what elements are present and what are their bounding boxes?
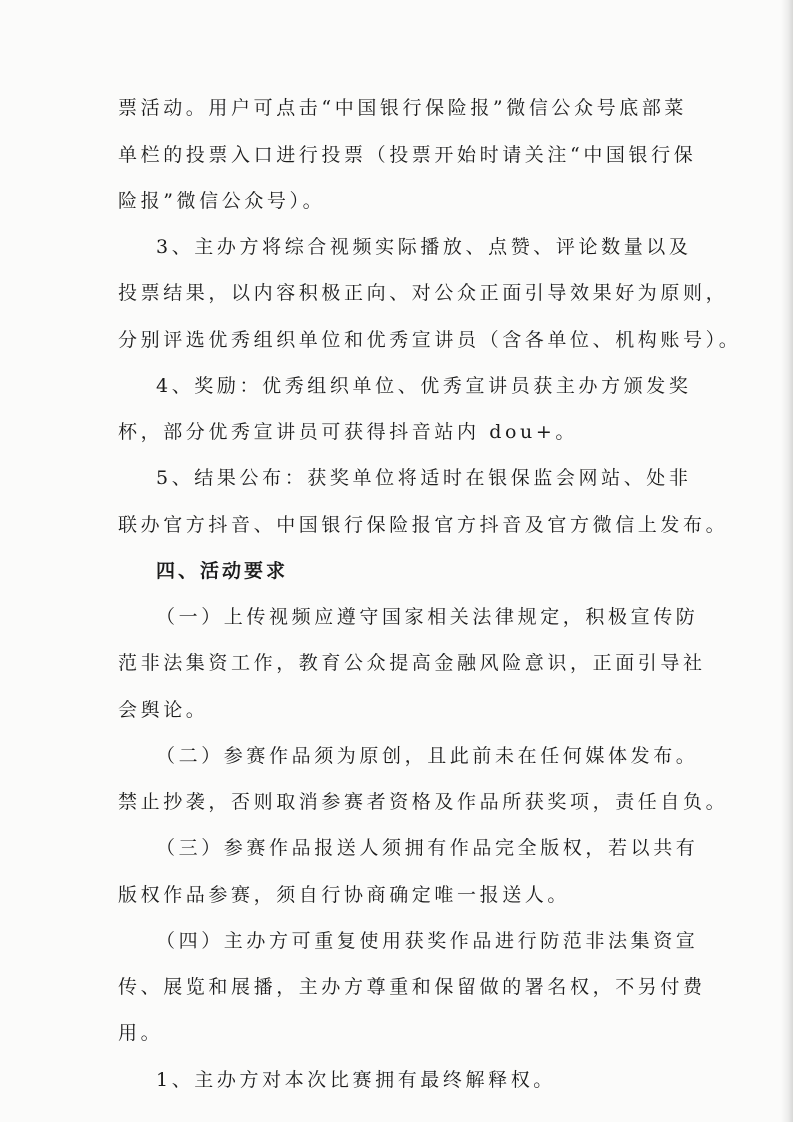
paragraph-line-15: （二）参赛作品须为原创，且此前未在任何媒体发布。: [156, 745, 699, 767]
paragraph-line-16: 禁止抄袭，否则取消参赛者资格及作品所获奖项，责任自负。: [118, 791, 729, 813]
section-heading: 四、活动要求: [156, 560, 289, 582]
paragraph-line-3: 险报”微信公众号）。: [118, 190, 326, 212]
paragraph-line-8: 杯，部分优秀宣讲员可获得抖音站内 dou+。: [118, 421, 578, 443]
paragraph-line-17: （三）参赛作品报送人须拥有作品完全版权，若以共有: [156, 837, 699, 859]
paragraph-line-14: 会舆论。: [118, 699, 209, 721]
paragraph-line-18: 版权作品参赛，须自行协商确定唯一报送人。: [118, 884, 571, 906]
paragraph-line-5: 投票结果，以内容积极正向、对公众正面引导效果好为原则，: [118, 282, 729, 304]
paragraph-line-2: 单栏的投票入口进行投票（投票开始时请关注“中国银行保: [118, 144, 697, 166]
paragraph-line-19: （四）主办方可重复使用获奖作品进行防范非法集资宣: [156, 930, 699, 952]
paragraph-line-20: 传、展览和展播，主办方尊重和保留做的署名权，不另付费: [118, 976, 706, 998]
scan-edge-shadow: [781, 0, 793, 1122]
paragraph-line-6: 分别评选优秀组织单位和优秀宣讲员（含各单位、机构账号）。: [118, 329, 742, 351]
paragraph-line-13: 范非法集资工作，教育公众提高金融风险意识，正面引导社: [118, 652, 706, 674]
paragraph-line-7: 4、奖励：优秀组织单位、优秀宣讲员获主办方颁发奖: [156, 375, 692, 397]
paragraph-line-22: 1、主办方对本次比赛拥有最终解释权。: [156, 1069, 556, 1091]
paragraph-line-4: 3、主办方将综合视频实际播放、点赞、评论数量以及: [156, 236, 692, 258]
paragraph-line-9: 5、结果公布：获奖单位将适时在银保监会网站、处非: [156, 467, 692, 489]
paragraph-line-12: （一）上传视频应遵守国家相关法律规定，积极宣传防: [156, 606, 699, 628]
paragraph-line-21: 用。: [118, 1022, 164, 1044]
paragraph-line-10: 联办官方抖音、中国银行保险报官方抖音及官方微信上发布。: [118, 514, 729, 536]
paragraph-line-1: 票活动。用户可点击“中国银行保险报”微信公众号底部菜: [118, 97, 688, 119]
